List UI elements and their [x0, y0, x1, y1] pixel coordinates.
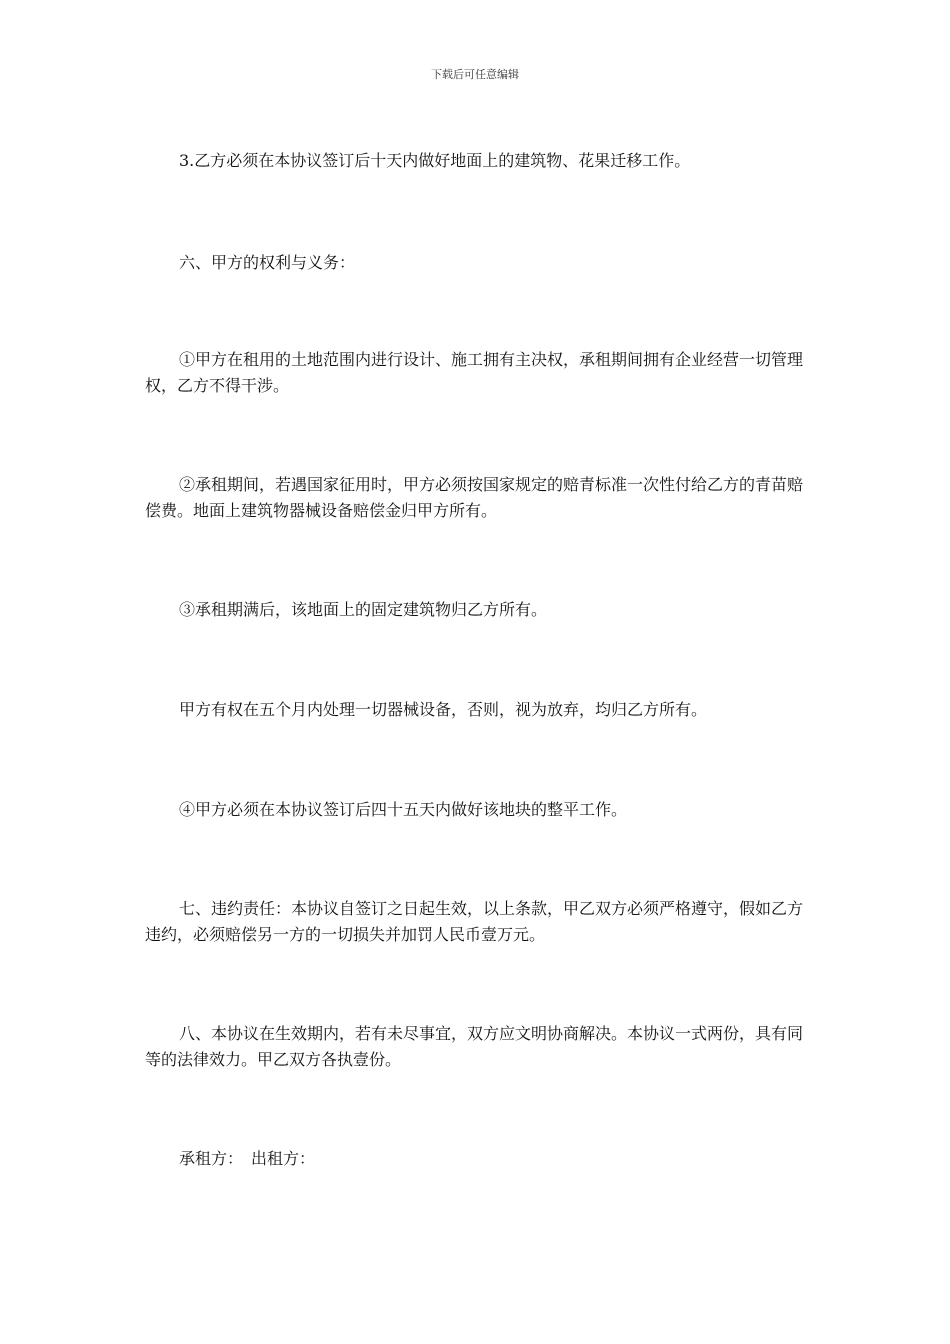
page-header: 下载后可任意编辑	[431, 68, 519, 81]
clause-3-relocation: 3.乙方必须在本协议签订后十天内做好地面上的建筑物、花果迁移工作。	[179, 151, 691, 170]
section-8-misc: 八、本协议在生效期内，若有未尽事宜，双方应文明协商解决。本协议一式两份，具有同等的法律效力。甲乙双方各执壹份。	[145, 1024, 804, 1069]
clause-6-1-design-rights: ①甲方在租用的土地范围内进行设计、施工拥有主决权，承租期间拥有企业经营一切管理权，乙方不得干涉。	[145, 350, 804, 395]
clause-equipment-disposal: 甲方有权在五个月内处理一切器械设备，否则，视为放弃，均归乙方所有。	[179, 700, 708, 719]
signature-line: 承租方： 出租方：	[179, 1149, 316, 1168]
clause-6-4-leveling: ④甲方必须在本协议签订后四十五天内做好该地块的整平工作。	[179, 800, 628, 819]
section-6-heading: 六、甲方的权利与义务：	[179, 253, 356, 272]
clause-6-2-compensation: ②承租期间，若遇国家征用时，甲方必须按国家规定的赔青标准一次性付给乙方的青苗赔偿费。地面上建筑物器械设备赔偿金归甲方所有。	[145, 475, 804, 520]
section-7-breach: 七、违约责任：本协议自签订之日起生效，以上条款，甲乙双方必须严格遵守，假如乙方违约，必须赔偿另一方的一切损失并加罚人民币壹万元。	[145, 899, 804, 944]
clause-6-3-buildings: ③承租期满后，该地面上的固定建筑物归乙方所有。	[179, 600, 548, 619]
